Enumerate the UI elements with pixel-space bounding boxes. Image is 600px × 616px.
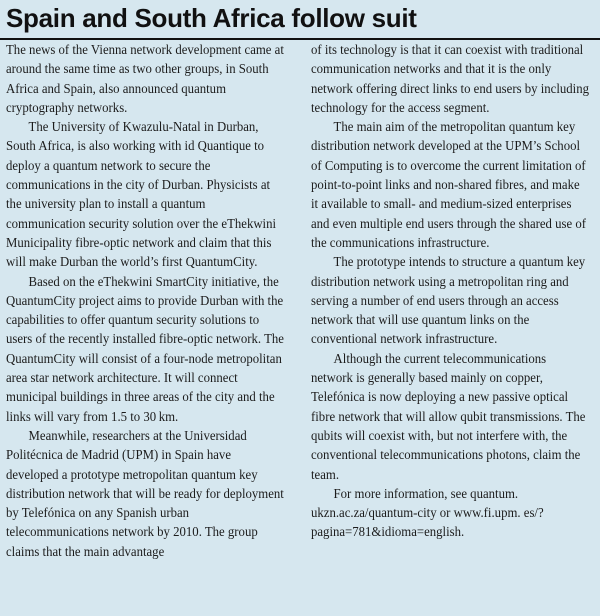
left-column xyxy=(6,40,284,561)
paragraph-advantage: of its technology is that it can coexist with traditional communication networks and that it is the only network offering direct links to end users by including technology for the access segment. xyxy=(311,42,589,115)
paragraph-more-info: For more information, see quantum. ukzn.ac.za/quantum-city or www.fi.upm. es/?pagina=781&idioma=english. xyxy=(311,485,544,540)
paragraph-intro: The news of the Vienna network development came at around the same time as two other groups, in South Africa and Spain, also announced quantum cryptography networks. xyxy=(6,42,284,115)
paragraph-main-aim: The main aim of the metropolitan quantum key distribution network developed at the UPM’s School of Computing is to overcome the current limitation of point-to-point links and non-shared fibres, and make it available to small- and medium-sized enterprises and even multiple end users through the shared use of the communications infrastructure. xyxy=(311,119,587,250)
paragraph-madrid: Meanwhile, researchers at the Universidad Politécnica de Madrid (UPM) in Spain have developed a prototype metropolitan quantum key distribution network that will be ready for deployment by Telefónica on any Spanish urban telecommunications network by 2010. The group claims that the main advantage xyxy=(6,427,284,559)
paragraph-kwazulu: The University of Kwazulu-Natal in Durban, South Africa, is also working with id Quantique to deploy a quantum network to secure the communications in the city of Durban. Physicists at the university plan to install a quantum communication security solution over the eThekwini Municipality fibre-optic network and claim that this will make Durban the world’s first QuantumCity. xyxy=(6,119,277,270)
headline: Spain and South Africa follow suit xyxy=(6,3,417,33)
paragraph-telefonica: Although the current telecommunications network is generally based mainly on copper, Telefónica is now deploying a new passive optical fibre network that will allow qubit transmissions. The qubits will coexist with, but not interfere with, the conventional telecommunications photons, claim the team. xyxy=(311,350,586,482)
right-column xyxy=(311,40,589,542)
paragraph-prototype: The prototype intends to structure a quantum key distribution network using a metropolitan ring and serving a number of end users through an access network that will use quantum links on the conventional network infrastructure. xyxy=(311,254,586,347)
paragraph-quantumcity: Based on the eThekwini SmartCity initiative, the QuantumCity project aims to provide Durban with the capabilities to offer quantum security solutions to users of the recently installed fibre-optic network. The QuantumCity will consist of a four-node metropolitan area star network architecture. It will connect municipal buildings in three areas of the city and the links will vary from 1.5 to 30 km. xyxy=(6,273,284,424)
